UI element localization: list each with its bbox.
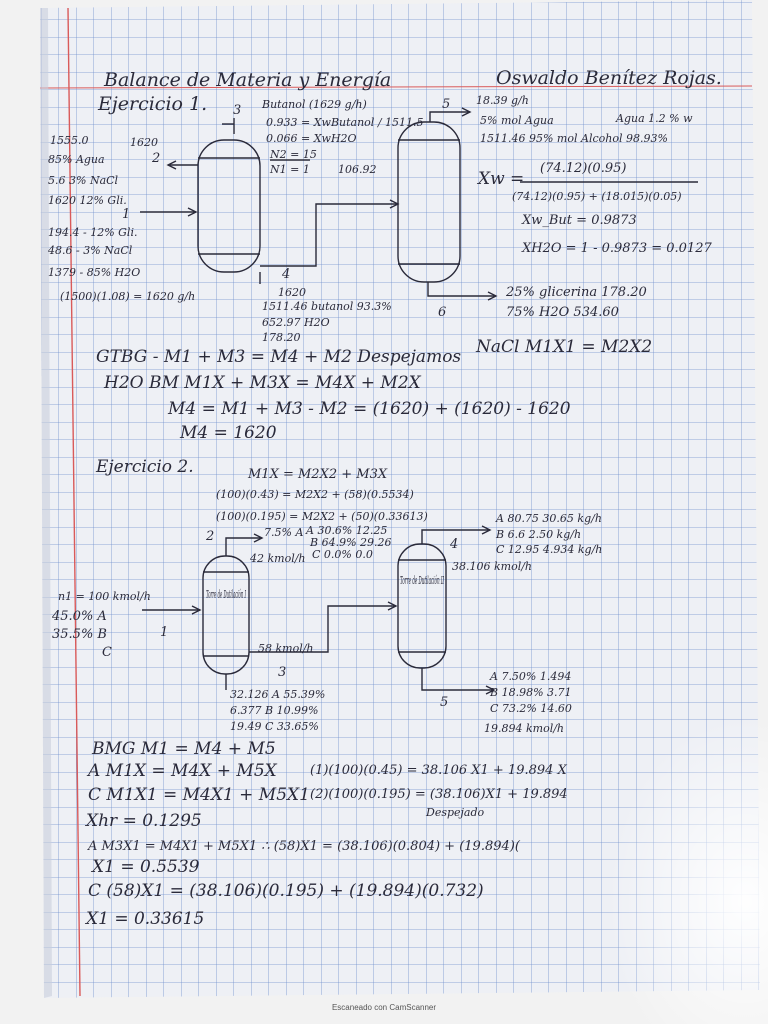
ex1-stream-4: 4 — [282, 267, 291, 282]
ex2-result-1: Xhr = 0.1295 — [86, 811, 202, 831]
ex2-feed-4: C — [102, 645, 112, 660]
ex1-out-2: 75% H2O 534.60 — [506, 305, 619, 320]
ex2-top-4: C 0.0% 0.0 — [312, 548, 373, 561]
ex2-out-4: 19.894 kmol/h — [484, 722, 565, 735]
ex2-equation-1: M1X = M2X2 + M3X — [248, 467, 388, 482]
ex1-stream-3: 3 — [233, 103, 242, 118]
ex1-equation-3: M4 = M1 + M3 - M2 = (1620) + (1620) - 1620 — [168, 399, 571, 419]
ex2-result-2: X1 = 0.5539 — [92, 857, 200, 877]
ex2-right-4: 38.106 kmol/h — [452, 560, 533, 573]
ex1-feed-split-1: 194.4 - 12% Gli. — [48, 226, 138, 239]
ex1-equation-1b: NaCl M1X1 = M2X2 — [476, 337, 653, 357]
ex1-top-row-2: 1511.46 95% mol Alcohol 98.93% — [480, 132, 668, 145]
ex2-feed-1: n1 = 100 kmol/h — [58, 590, 151, 603]
ex1-feed-total: (1500)(1.08) = 1620 g/h — [60, 290, 196, 303]
ex2-out-3: C 73.2% 14.60 — [490, 702, 572, 715]
ex1-stream-3-b: 0.066 = XwH2O — [266, 132, 357, 145]
ex1-bottom-3: 652.97 H2O — [262, 316, 330, 329]
ex2-stream-1: 1 — [160, 625, 169, 640]
ex1-bottom-4: 178.20 — [262, 331, 301, 344]
ex2-equation-3: (100)(0.195) = M2X2 + (50)(0.33613) — [216, 510, 428, 523]
ex2-top-5: 42 kmol/h — [250, 552, 306, 565]
ex2-mid-flow: 58 kmol/h — [258, 642, 314, 655]
ex2-bmg-3: C M1X1 = M4X1 + M5X1 — [88, 785, 310, 805]
ex2-bmg-4: A M3X1 = M4X1 + M5X1 ∴ (58)X1 = (38.106)(0.804) + (19.894)( — [88, 839, 520, 854]
ex1-xw-label: Xw = — [478, 169, 525, 189]
ex1-stream-1: 1 — [122, 207, 131, 222]
ex1-xw-denominator: (74.12)(0.95) + (18.015)(0.05) — [512, 190, 682, 203]
ex2-despejado: Despejado — [426, 806, 485, 819]
ex1-n-value: 106.92 — [338, 163, 377, 176]
ex1-feed-4: 1620 12% Gli. — [48, 194, 127, 207]
ex2-out-1: A 7.50% 1.494 — [490, 670, 572, 683]
ex1-bottom-2: 1511.46 butanol 93.3% — [262, 300, 392, 313]
ex2-bmg-5: C (58)X1 = (38.106)(0.195) + (19.894)(0.732) — [88, 881, 484, 901]
ex2-right-2: B 6.6 2.50 kg/h — [496, 528, 582, 541]
ex1-out-1: 25% glicerina 178.20 — [506, 285, 647, 300]
ex1-equation-1: GTBG - M1 + M3 = M4 + M2 Despejamos — [96, 347, 462, 367]
ex1-equation-4: M4 = 1620 — [180, 423, 277, 443]
ex1-top-row-1b: Agua 1.2 % w — [616, 112, 693, 125]
ex1-equation-2: H2O BM M1X + M3X = M4X + M2X — [104, 373, 421, 393]
ex2-bmg-2: A M1X = M4X + M5X — [88, 761, 277, 781]
ex2-bmg-3b: (2)(100)(0.195) = (38.106)X1 + 19.894 — [310, 787, 568, 802]
ex2-mid-1: 32.126 A 55.39% — [230, 688, 326, 701]
author-name: Oswaldo Benítez Rojas. — [496, 67, 722, 89]
ex2-right-3: C 12.95 4.934 kg/h — [496, 543, 603, 556]
ex2-stream-2: 2 — [206, 529, 215, 544]
ex1-xw-numerator: (74.12)(0.95) — [540, 161, 627, 176]
ex1-n-ratio: N2 = 15 — [270, 148, 317, 161]
ex2-tower-1-label: Torre de Dutilación I — [206, 588, 247, 601]
ex2-feed-2: 45.0% A — [52, 609, 107, 624]
ex1-stream-2: 2 — [152, 151, 161, 166]
ex1-feed-1b: 1620 — [130, 136, 158, 149]
ex1-feed-split-2: 48.6 - 3% NaCl — [48, 244, 133, 257]
ex2-result-3: X1 = 0.33615 — [86, 909, 205, 929]
ex2-stream-3: 3 — [278, 665, 287, 680]
ex2-top-2: A 30.6% 12.25 — [306, 524, 388, 537]
ex1-top-row-1a: 5% mol Agua — [480, 114, 554, 127]
ex1-x-h2o: XH2O = 1 - 0.9873 = 0.0127 — [522, 241, 712, 256]
ex2-bmg-2b: (1)(100)(0.45) = 38.106 X1 + 19.894 X — [310, 763, 567, 778]
ex2-equation-2: (100)(0.43) = M2X2 + (58)(0.5534) — [216, 488, 414, 501]
page-title: Balance de Materia y Energía — [104, 69, 392, 91]
ex2-top-3: B 64.9% 29.26 — [310, 536, 392, 549]
ex2-top-1: 7.5% A — [264, 526, 304, 539]
ex2-mid-2: 6.377 B 10.99% — [230, 704, 319, 717]
ex1-stream-3-top: Butanol (1629 g/h) — [262, 98, 367, 111]
ex2-stream-4: 4 — [450, 537, 459, 552]
ex1-bottom-1: 1620 — [278, 286, 306, 299]
ex1-stream-6: 6 — [438, 305, 447, 320]
ex2-tower-2-label: Torre de Dutilación II — [400, 574, 445, 587]
scanner-watermark: Escaneado con CamScanner — [331, 1003, 437, 1012]
ex2-feed-3: 35.5% B — [52, 627, 107, 642]
ex1-feed-1: 1555.0 — [50, 134, 89, 147]
ex1-feed-split-3: 1379 - 85% H2O — [48, 266, 141, 279]
ex1-n-ratio-2: N1 = 1 — [270, 163, 310, 176]
ex1-stream-3-a: 0.933 = XwButanol / 1511.5 — [266, 116, 424, 129]
ex2-stream-5: 5 — [440, 695, 449, 710]
ex1-feed-2: 85% Agua — [48, 153, 105, 166]
ex1-heading: Ejercicio 1. — [98, 93, 208, 115]
ex2-heading: Ejercicio 2. — [96, 457, 194, 477]
ex1-xw-butanol: Xw_But = 0.9873 — [522, 213, 637, 228]
ex2-out-2: B 18.98% 3.71 — [490, 686, 572, 699]
ex1-stream-5-value: 18.39 g/h — [476, 94, 529, 107]
ex2-right-1: A 80.75 30.65 kg/h — [496, 512, 602, 525]
ex2-bmg-1: BMG M1 = M4 + M5 — [92, 739, 276, 759]
ex2-mid-3: 19.49 C 33.65% — [230, 720, 319, 733]
ex1-feed-3: 5.6 3% NaCl — [48, 174, 119, 187]
ex1-stream-5: 5 — [442, 97, 451, 112]
